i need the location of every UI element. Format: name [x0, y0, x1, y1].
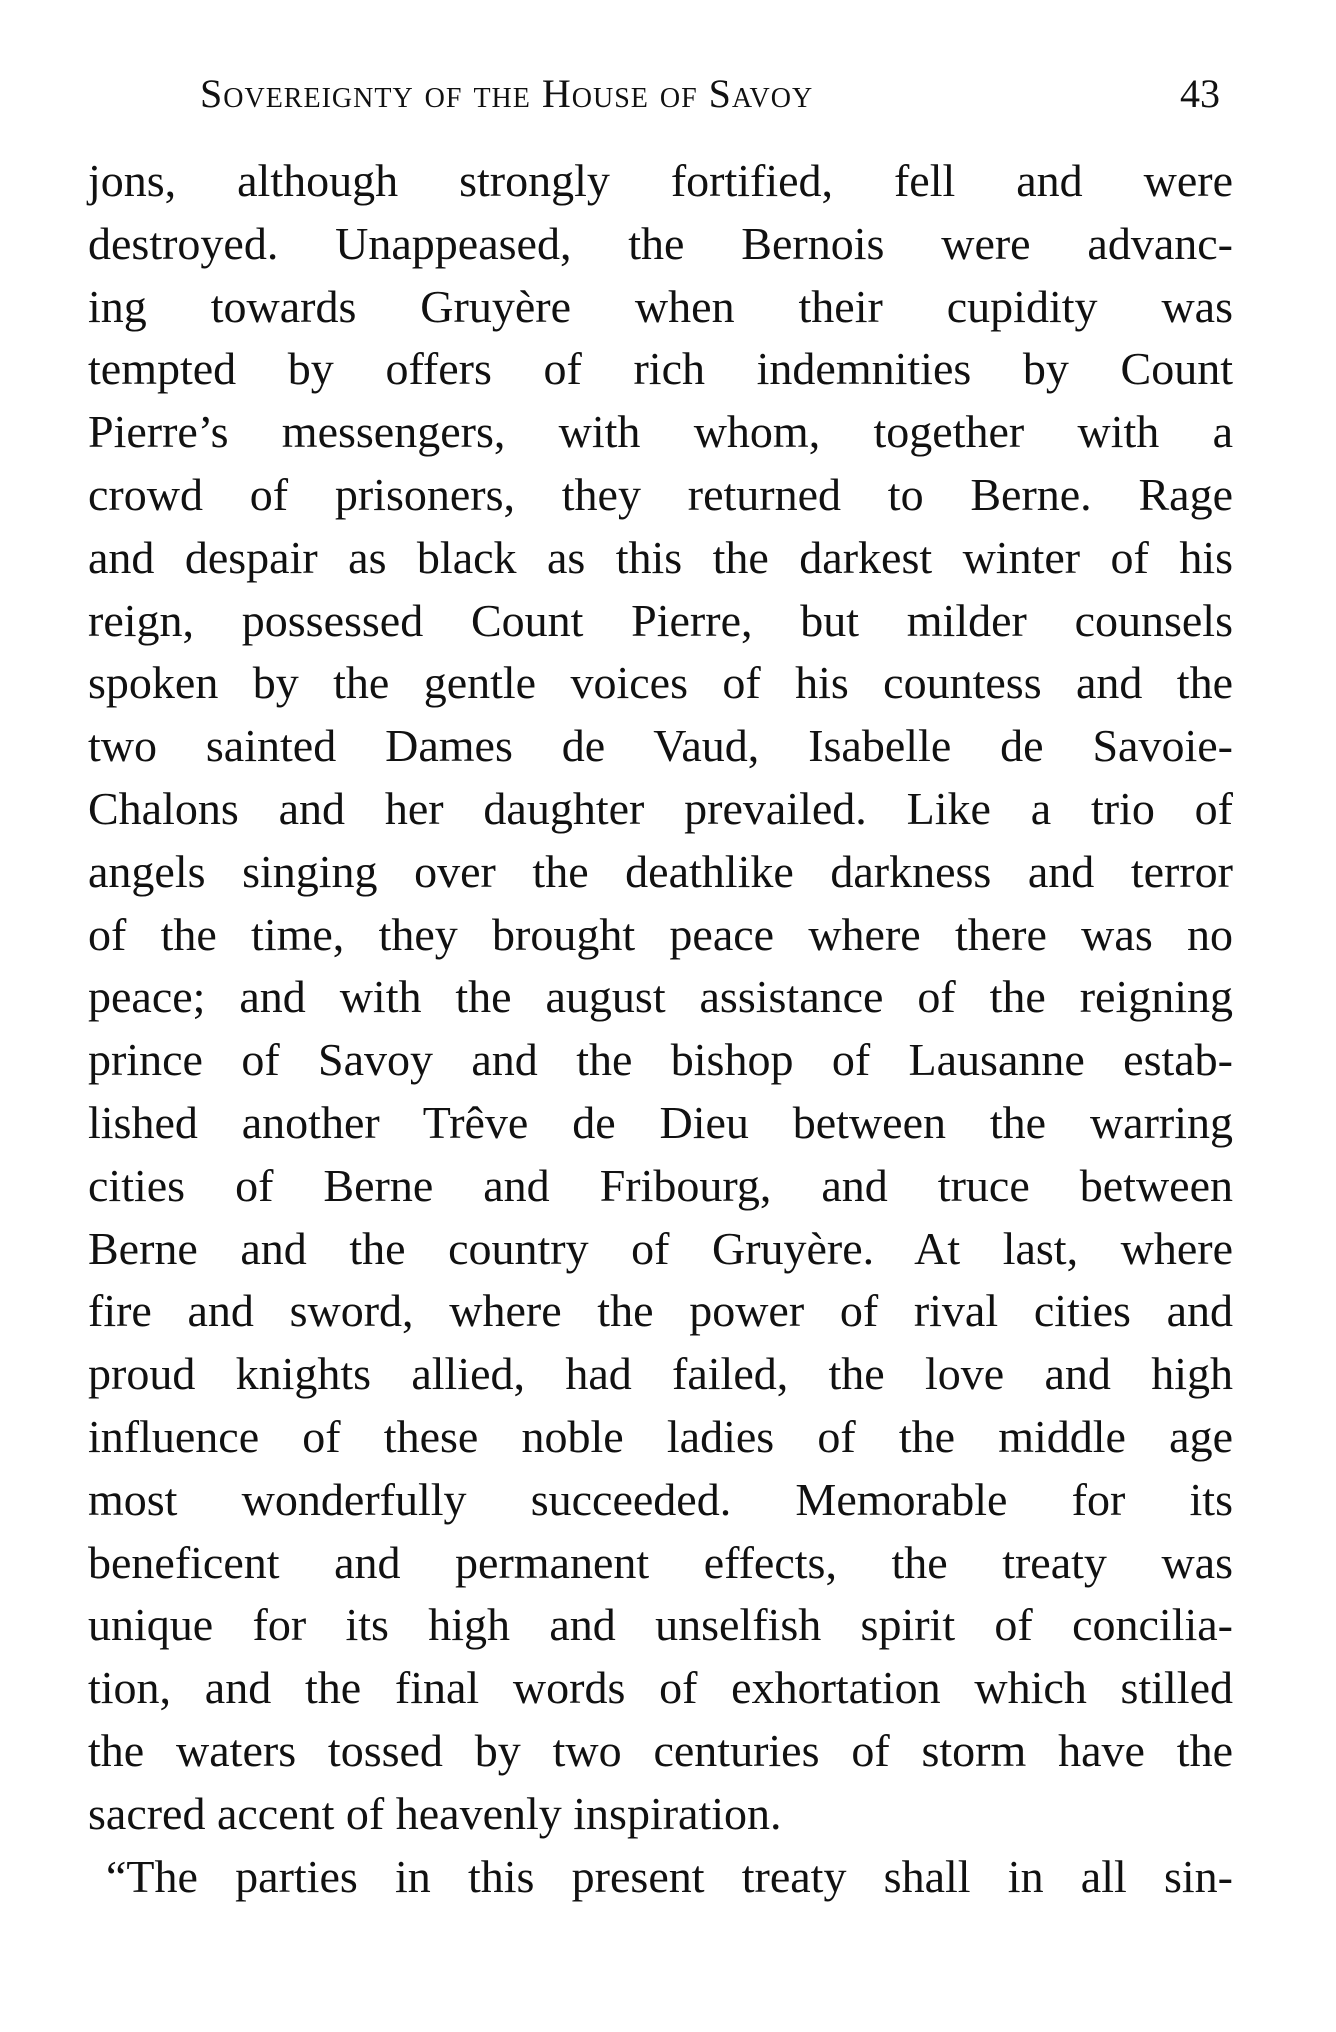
text-line: destroyed. Unappeased, the Bernois were advanc- [88, 217, 1233, 269]
text-line: crowd of prisoners, they returned to Berne. Rage [88, 468, 1233, 520]
text-line: and despair as black as this the darkest winter of his [88, 531, 1233, 583]
text-line: “The parties in this present treaty shall in all sin- [106, 1850, 1233, 1902]
text-line: Chalons and her daughter prevailed. Like a trio of [88, 782, 1233, 834]
text-line: proud knights allied, had failed, the love and high [88, 1348, 1233, 1400]
text-line: jons, although strongly fortified, fell and were [88, 155, 1233, 206]
text-line: most wonderfully succeeded. Memorable for its [88, 1473, 1233, 1525]
running-header [200, 70, 1220, 140]
text-line: reign, possessed Count Pierre, but milder counsels [88, 594, 1233, 646]
text-line: cities of Berne and Fribourg, and truce between [88, 1159, 1233, 1211]
text-line: tempted by offers of rich indemnities by Count [88, 343, 1233, 395]
body-text [88, 150, 1233, 1908]
text-line: sacred accent of heavenly inspiration. [88, 1787, 782, 1839]
text-line: Berne and the country of Gruyère. At last, where [88, 1222, 1233, 1274]
text-line: Pierre’s messengers, with whom, together with a [88, 406, 1233, 458]
running-title: Sovereignty of the House of Savoy [200, 71, 814, 116]
text-line: unique for its high and unselfish spirit of concilia- [88, 1599, 1233, 1651]
text-line: two sainted Dames de Vaud, Isabelle de Savoie- [88, 720, 1233, 772]
text-line: lished another Trêve de Dieu between the warring [88, 1096, 1233, 1148]
page-number: 43 [1180, 71, 1220, 116]
text-line: peace; and with the august assistance of the reigning [88, 971, 1233, 1023]
text-line: the waters tossed by two centuries of storm have the [88, 1724, 1233, 1776]
text-line: prince of Savoy and the bishop of Lausanne estab- [88, 1034, 1233, 1086]
text-line: of the time, they brought peace where there was no [88, 908, 1233, 960]
text-line: fire and sword, where the power of rival cities and [88, 1285, 1233, 1337]
text-line: tion, and the final words of exhortation which stilled [88, 1662, 1233, 1714]
text-line: influence of these noble ladies of the middle age [88, 1410, 1233, 1462]
text-line: beneficent and permanent effects, the treaty was [88, 1536, 1233, 1588]
text-line: spoken by the gentle voices of his countess and the [88, 657, 1233, 709]
text-line: ing towards Gruyère when their cupidity was [88, 280, 1233, 332]
text-line: angels singing over the deathlike darkness and terror [88, 845, 1233, 897]
